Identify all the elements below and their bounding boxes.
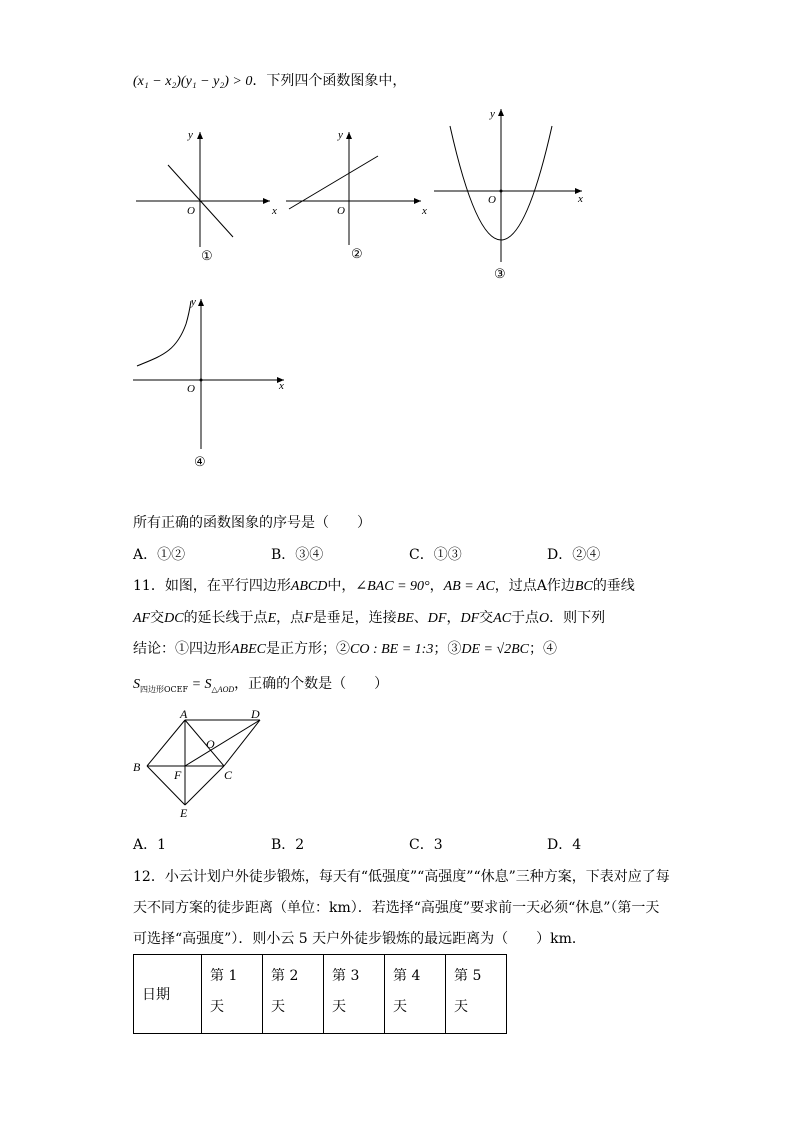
graph-1-number: ① <box>201 248 213 263</box>
figure-label-c: C <box>224 768 233 782</box>
figure-label-d: D <box>251 708 260 721</box>
graph-2-origin: O <box>337 205 345 217</box>
table-header-date: 日期 <box>134 955 202 1034</box>
q10-prompt: 所有正确的函数图象的序号是（ ） <box>133 515 371 531</box>
graph-3-origin: O <box>488 194 496 206</box>
graph-1-origin: O <box>187 205 195 217</box>
figure-label-a: A <box>180 708 188 721</box>
graph-1-y-label: y <box>188 129 193 141</box>
q11-option-c: C．3 <box>409 837 443 853</box>
condition-line <box>133 71 406 92</box>
graph-1-x-label: x <box>272 205 277 217</box>
figure-label-o: O <box>206 737 215 751</box>
figure-label-b: B <box>133 760 141 774</box>
q10-option-b: B．③④ <box>271 547 324 563</box>
graph-1 <box>133 125 283 269</box>
condition-text: ．下列四个函数图象中， <box>252 73 407 89</box>
graph-2 <box>283 125 433 269</box>
graph-3-number: ③ <box>494 266 506 281</box>
table-row <box>134 955 507 1034</box>
q11-option-d: D．4 <box>547 837 582 853</box>
graph-4 <box>131 294 291 478</box>
table-day-3: 第 3 天 <box>324 955 385 1034</box>
table-day-2: 第 2 天 <box>263 955 324 1034</box>
q10-option-d: D．②④ <box>547 547 601 563</box>
graph-2-y-label: y <box>338 129 343 141</box>
q12-line-2: 天不同方案的徒步距离（单位：km）．若选择“高强度”要求前一天必须“休息”（第一天 <box>133 900 660 916</box>
graph-2-number: ② <box>351 246 363 261</box>
distance-table <box>133 954 507 1034</box>
table-day-1: 第 1 天 <box>202 955 263 1034</box>
q11-line-2: AF交DC的延长线于点E，点F是垂足，连接BE、DF，DF交AC于点O．则下列 <box>133 610 606 626</box>
q11-option-a: A．1 <box>133 837 167 853</box>
q11-figure <box>128 708 268 827</box>
q12-line-1: 12．小云计划户外徒步锻炼，每天有“低强度”“高强度”“休息”三种方案，下表对应了每 <box>133 869 670 885</box>
q10-option-c: C．①③ <box>409 547 462 563</box>
q10-option-a: A．①② <box>133 547 186 563</box>
figure-label-e: E <box>180 806 188 820</box>
q11-line-1: 11．如图，在平行四边形ABCD中，∠BAC = 90°，AB = AC，过点A作边BC的垂线 <box>133 578 635 594</box>
graph-3 <box>432 104 592 288</box>
table-day-5: 第 5 天 <box>446 955 507 1034</box>
graph-4-y-label: y <box>191 296 196 308</box>
graph-2-x-label: x <box>422 205 427 217</box>
q11-line-3: 结论：①四边形ABEC是正方形；②CO : BE = 1:3；③DE = √2BC；④ <box>133 641 558 657</box>
graph-3-x-label: x <box>578 193 583 205</box>
q12-line-3: 可选择“高强度”）．则小云 5 天户外徒步锻炼的最远距离为（ ）km． <box>133 931 586 947</box>
graph-3-y-label: y <box>490 108 495 120</box>
figure-label-f: F <box>174 768 182 782</box>
graph-4-number: ④ <box>194 454 206 469</box>
q11-option-b: B．2 <box>271 837 305 853</box>
condition-formula: (x₁ − x₂)(y₁ − y₂) > 0 <box>133 74 253 89</box>
q11-line-4: $S_{四边形OCEF} = S_{\triangle AOD}$，正确的个数是（ ） <box>133 676 389 694</box>
table-day-4: 第 4 天 <box>385 955 446 1034</box>
graph-4-x-label: x <box>279 380 284 392</box>
graph-4-origin: O <box>187 383 195 395</box>
